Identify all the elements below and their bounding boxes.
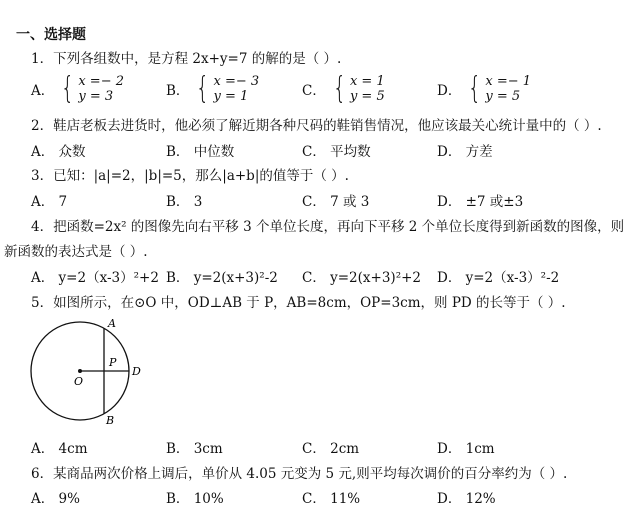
brace-icon: { bbox=[196, 71, 210, 106]
question-1-option-c[interactable] bbox=[302, 71, 385, 106]
question-1-option-d[interactable] bbox=[437, 71, 532, 106]
brace-icon: { bbox=[468, 71, 482, 106]
question-6-option-a[interactable]: A． 9% bbox=[31, 491, 80, 507]
question-2-option-c[interactable]: C． 平均数 bbox=[302, 144, 371, 160]
question-3-option-b[interactable]: B． 3 bbox=[166, 194, 203, 210]
label-b: B bbox=[106, 414, 115, 427]
question-5-option-b[interactable]: B． 3cm bbox=[166, 441, 223, 457]
question-4-option-d[interactable]: D． y=2（x-3）²-2 bbox=[437, 270, 560, 286]
question-5-option-d[interactable]: D． 1cm bbox=[437, 441, 495, 457]
equation: y = 5 bbox=[485, 89, 521, 104]
label-o: O bbox=[74, 375, 84, 388]
question-1-stem: 1．下列各组数中，是方程 2x+y=7 的解的是（ ）. bbox=[31, 51, 342, 67]
equation: x = 1 bbox=[349, 74, 385, 89]
question-6-option-c[interactable]: C． 11% bbox=[302, 491, 361, 507]
option-label: C． bbox=[302, 83, 326, 99]
question-6-option-d[interactable]: D． 12% bbox=[437, 491, 496, 507]
question-2-option-b[interactable]: B． 中位数 bbox=[166, 144, 235, 160]
question-1-option-a[interactable] bbox=[31, 71, 124, 106]
question-3-option-c[interactable]: C． 7 或 3 bbox=[302, 194, 370, 210]
option-label: B． bbox=[166, 83, 190, 99]
question-4-option-a[interactable]: A． y=2（x-3）²+2 bbox=[31, 270, 159, 286]
equation: x =− 1 bbox=[485, 74, 532, 89]
question-4-option-c[interactable]: C． y=2(x+3)²+2 bbox=[302, 270, 422, 286]
question-4-stem-line1: 4．把函数=2x² 的图像先向右平移 3 个单位长度，再向下平移 2 个单位长度得到新函数的图像，则 bbox=[31, 219, 625, 235]
question-4-option-b[interactable]: B． y=2(x+3)²-2 bbox=[166, 270, 278, 286]
option-label: D． bbox=[437, 83, 462, 99]
question-5-stem: 5．如图所示，在⊙O 中，OD⊥AB 于 P，AB=8cm，OP=3cm，则 PD 的长等于（ ）. bbox=[31, 295, 566, 311]
question-5-option-a[interactable]: A． 4cm bbox=[31, 441, 88, 457]
equation: x =− 3 bbox=[213, 74, 260, 89]
equation: y = 5 bbox=[349, 89, 385, 104]
brace-icon: { bbox=[332, 71, 347, 106]
equation: y = 3 bbox=[78, 89, 114, 104]
equation: x =− 2 bbox=[78, 74, 124, 89]
equation: y = 1 bbox=[213, 89, 249, 104]
question-1-option-b[interactable] bbox=[166, 71, 260, 106]
question-4-stem-line2: 新函数的表达式是（ ）. bbox=[4, 244, 148, 260]
question-3-option-a[interactable]: A． 7 bbox=[31, 194, 68, 210]
question-2-option-d[interactable]: D． 方差 bbox=[437, 144, 493, 160]
question-2-stem: 2．鞋店老板去进货时，他必须了解近期各种尺码的鞋销售情况，他应该最关心统计量中的（ ）. bbox=[31, 118, 602, 134]
circle-figure bbox=[26, 315, 148, 427]
section-title: 一、选择题 bbox=[16, 27, 86, 43]
label-p: P bbox=[109, 356, 117, 369]
question-6-option-b[interactable]: B． 10% bbox=[166, 491, 224, 507]
center-point bbox=[78, 369, 82, 373]
question-6-stem: 6．某商品两次价格上调后，单价从 4.05 元变为 5 元,则平均每次调价的百分率约为（ ）. bbox=[31, 466, 568, 482]
option-label: A． bbox=[31, 83, 55, 99]
question-2-option-a[interactable]: A． 众数 bbox=[31, 144, 86, 160]
question-3-stem: 3．已知：|a|=2，|b|=5，那么|a+b|的值等于（ ）. bbox=[31, 168, 349, 184]
label-d: D bbox=[132, 365, 141, 378]
brace-icon: { bbox=[61, 71, 75, 106]
label-a: A bbox=[108, 317, 116, 330]
question-3-option-d[interactable]: D． ±7 或±3 bbox=[437, 194, 524, 210]
question-5-option-c[interactable]: C． 2cm bbox=[302, 441, 360, 457]
